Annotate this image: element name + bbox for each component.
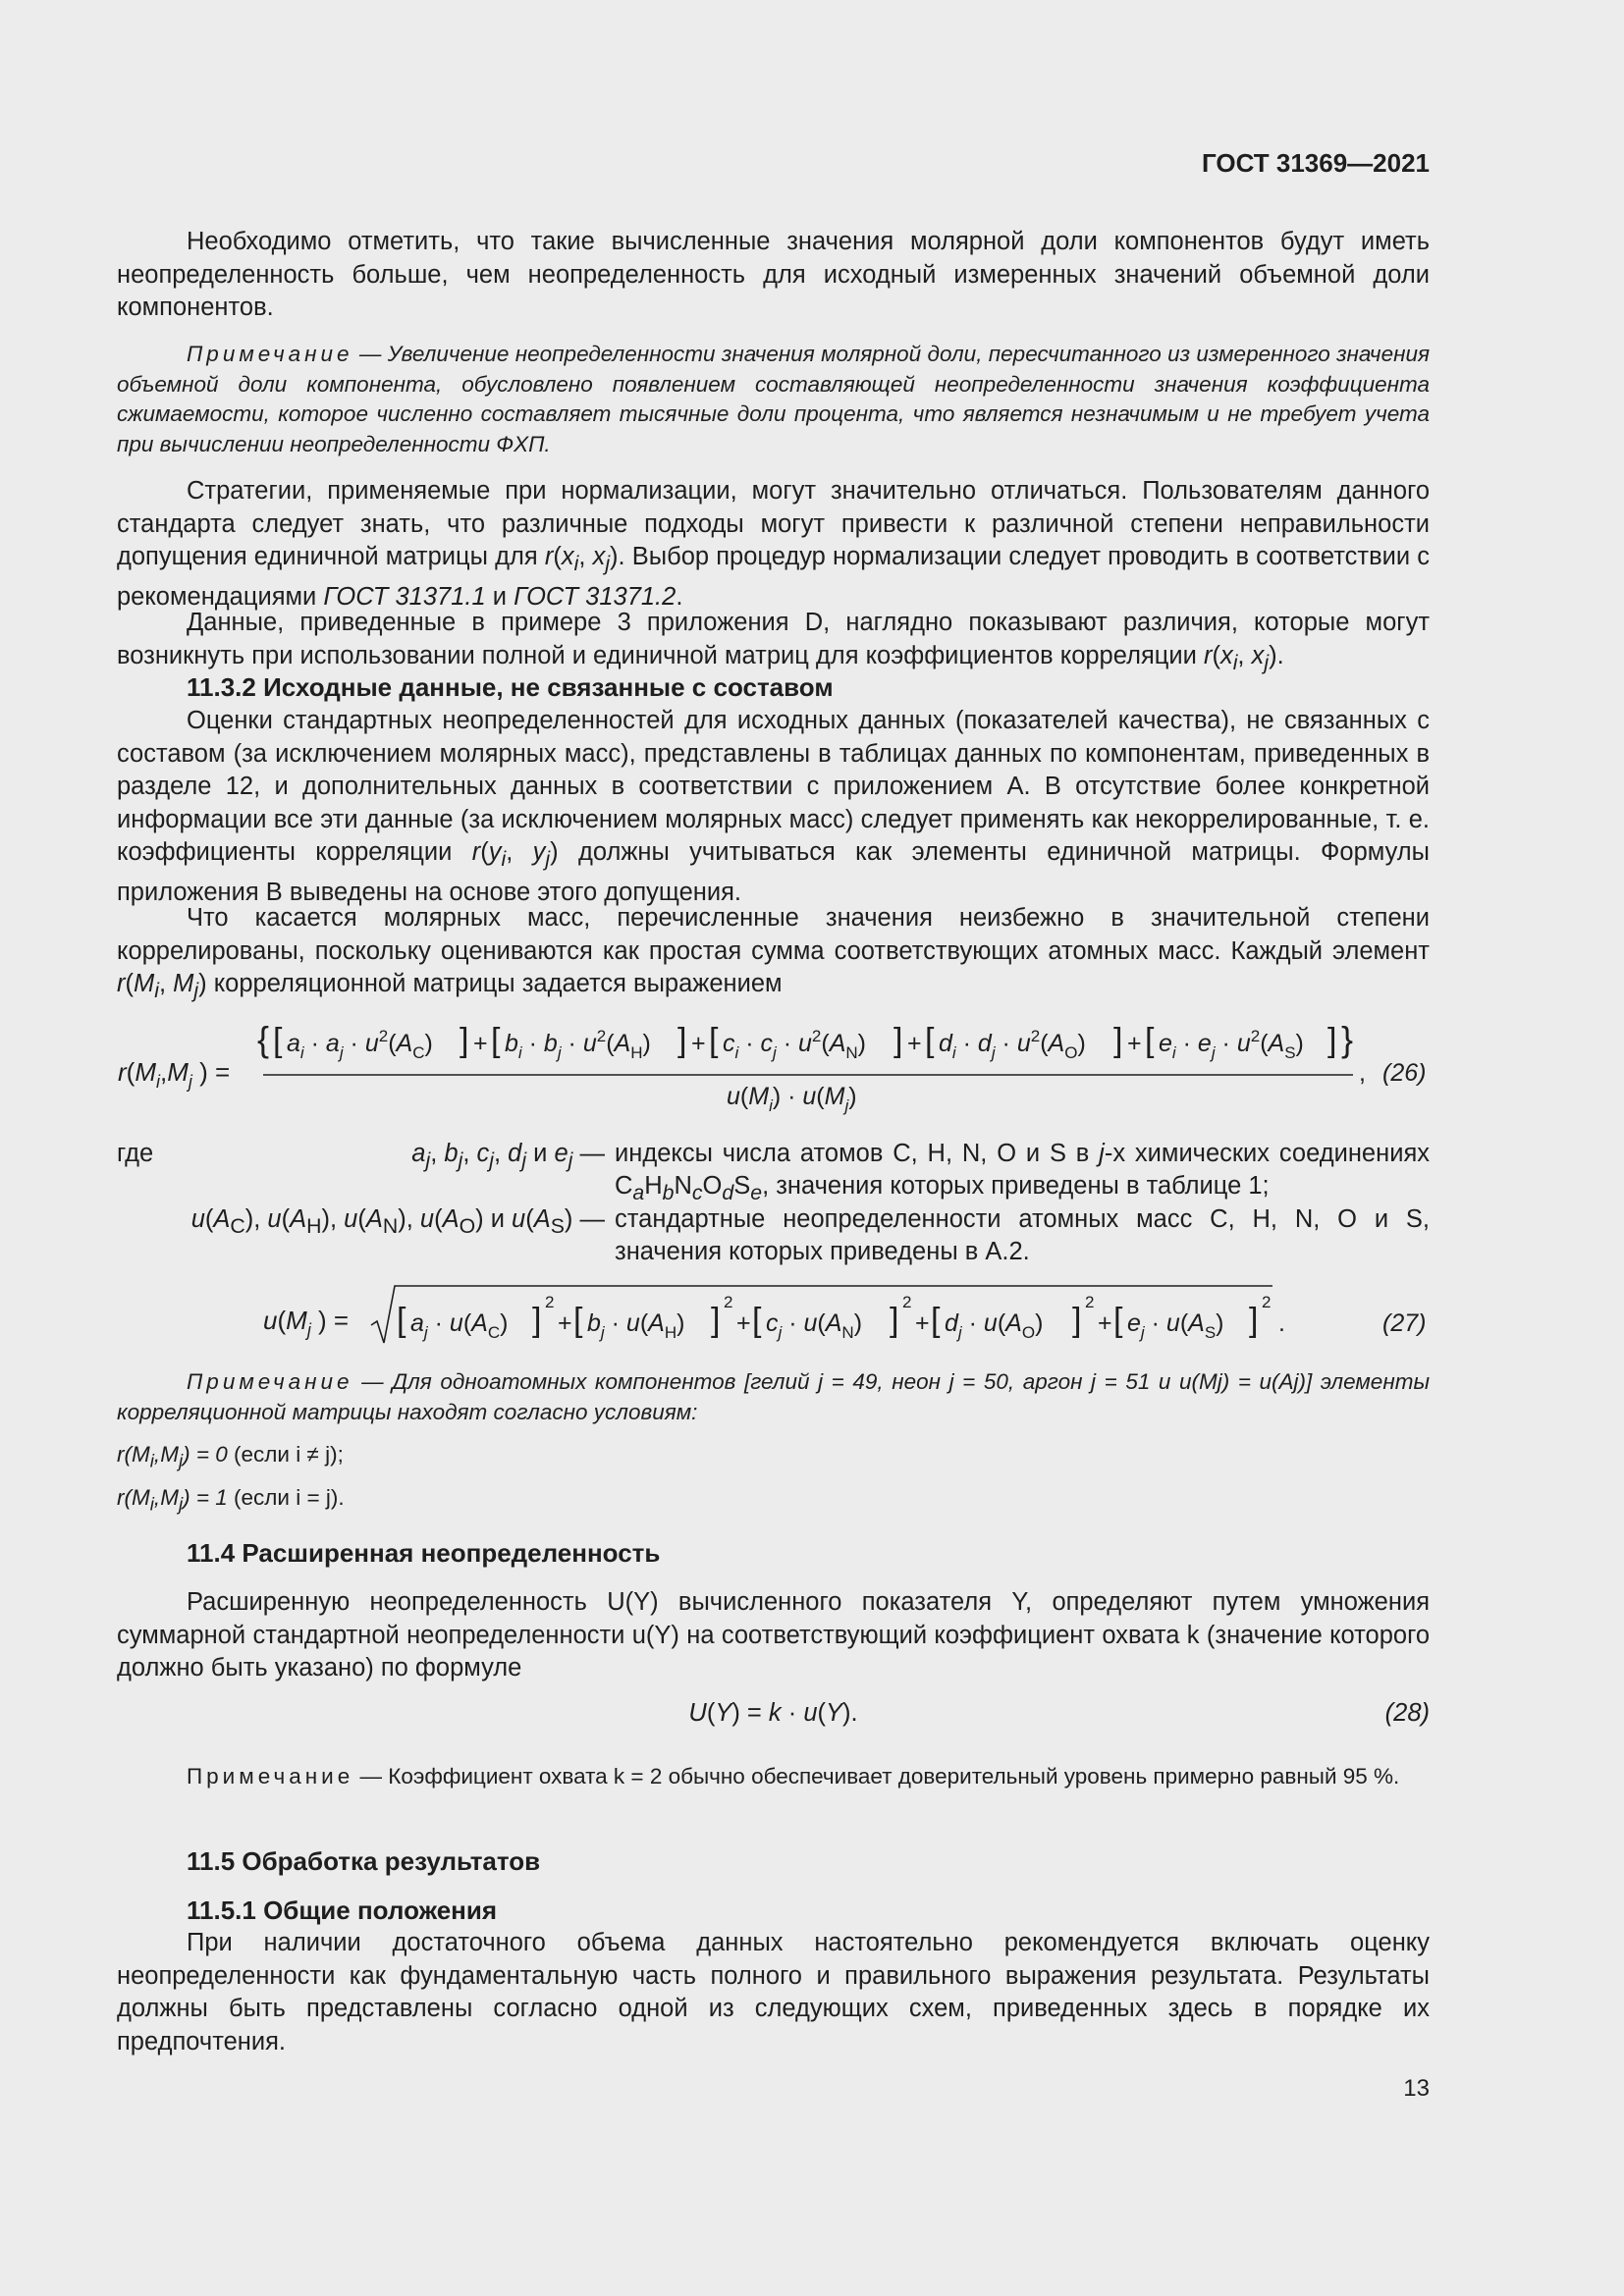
svg-text:]: ]: [890, 1302, 899, 1339]
note-text: — Увеличение неопределенности значения молярной доли, пересчитанного из измеренного значения объемной доли компонента, обусловлено появлением составляющей неопределенности значения коэффициента сжимаемости, которое численно составляет тысячные доли процента, что является незначимым и не требует учета при вычислении неопределенности ФХП.: [117, 342, 1430, 456]
equation-number: (27): [1382, 1309, 1427, 1337]
svg-text:+: +: [915, 1309, 930, 1337]
paragraph: Необходимо отметить, что такие вычисленные значения молярной доли компонентов будут иметь неопределенность больше, чем неопределенность для исходный измеренных значений объемной доли компонентов.: [117, 228, 1430, 321]
equation-number: (28): [1384, 1699, 1430, 1727]
svg-text:[: [: [491, 1022, 501, 1059]
svg-text:]: ]: [1113, 1022, 1123, 1059]
svg-text:dj · u(AO): $d_j \cdot u(A_O)$: [945, 1309, 1044, 1342]
note: [117, 340, 1430, 459]
definition-text: индексы числа атомов С, Н, N, О и S в j-х химических соединениях $C_aH_bN_cO_dS_e$, значения которых приведены в таблице 1;: [615, 1140, 1430, 1205]
svg-text:+: +: [691, 1030, 706, 1057]
svg-text:]: ]: [677, 1022, 687, 1059]
definition-term: $a_j$, $b_j$, $c_j$, $d_j$ и $e_j$ —: [411, 1140, 605, 1173]
note-label: Примечание: [187, 342, 353, 366]
note: [117, 1367, 1430, 1427]
definition-text: стандартные неопределенности атомных масс С, Н, N, О и S, значения которых приведены в А.2.: [615, 1205, 1430, 1265]
paragraph: Оценки стандартных неопределенностей для исходных данных (показателей качества), не связанных с составом (за исключением молярных масс), представлены в таблицах данных по компонентам, приведенных в разделе 12, и дополнительных данных в соответствии с приложением А. В отсутствие более конкретной информации все эти данные (за исключением молярных масс) следует применять как некоррелированные, т. е. коэффициенты корреляции $r(y_i$, $y_j$) должны учитываться как элементы единичной матрицы. Формулы приложения В выведены на основе этого допущения.: [117, 707, 1430, 906]
svg-text:2: 2: [902, 1293, 912, 1311]
svg-text:[: [: [573, 1302, 583, 1339]
paragraph: Данные, приведенные в примере 3 приложения D, наглядно показывают различия, которые могут возникнуть при использовании полной и единичной матриц для коэффициентов корреляции $r(x_i$, $x_j$).: [117, 609, 1430, 674]
svg-text:2: 2: [1262, 1293, 1272, 1311]
svg-text:.: .: [1278, 1309, 1285, 1337]
svg-text:2: 2: [1085, 1293, 1095, 1311]
svg-text:ej · u(AS): $e_j \cdot u(A_S)$: [1127, 1309, 1224, 1342]
page-number: 13: [1403, 2075, 1430, 2102]
svg-text:bj · u(AH): $b_j \cdot u(A_H)$: [587, 1309, 685, 1342]
section-heading: 11.3.2 Исходные данные, не связанные с составом: [187, 672, 834, 702]
paragraph: При наличии достаточного объема данных настоятельно рекомендуется включать оценку неопределенности как фундаментальную часть полного и правильного выражения результата. Результаты должны быть представлены согласно одной из следующих схем, приведенных здесь в порядке их предпочтения.: [117, 1929, 1430, 2056]
equation-number: (26): [1382, 1059, 1427, 1087]
definition-term: $u(A_C)$, $u(A_H)$, $u(A_N)$, $u(A_O)$ и $u(A_S)$ —: [190, 1205, 605, 1239]
svg-text:r(Mi,Mj ) =: $r(M_i,M_j$ ) =: [118, 1057, 231, 1092]
note-text: — Для одноатомных компонентов [гелий j = 49, неон j = 50, аргон j = 51 и u(Mj) = u(Aj)] элементы корреляционной матрицы находят согласно условиям:: [117, 1369, 1430, 1424]
svg-text:[: [: [273, 1022, 283, 1059]
section-heading: 11.4 Расширенная неопределенность: [187, 1538, 661, 1568]
svg-text:+: +: [1098, 1309, 1112, 1337]
note-text: — Коэффициент охвата k = 2 обычно обеспечивает доверительный уровень примерно равный 95 %.: [353, 1764, 1400, 1789]
equation-28: U(Y) = k · u(Y). (28): [117, 1697, 1430, 1730]
note-label: Примечание: [187, 1764, 354, 1789]
condition-line: $r(M_i,M_j) = 1$ (если i = j).: [117, 1485, 345, 1515]
svg-text:+: +: [558, 1309, 572, 1337]
svg-text:]: ]: [893, 1022, 903, 1059]
reference-link: ГОСТ 31371.2: [514, 582, 677, 611]
section-heading: 11.5.1 Общие положения: [187, 1896, 498, 1925]
svg-text:u(Mi) · u(Mj): $u(M_i) \cdot u(M_j)$: [727, 1083, 857, 1115]
paragraph: Стратегии, применяемые при нормализации, могут значительно отличаться. Пользователям данного стандарта следует знать, что различные подходы могут привести к различной степени неправильности допущения единичной матрицы для $r(x_i$, $x_j$). Выбор процедур нормализации следует проводить в соответствии с рекомендациями ГОСТ 31371.1 и ГОСТ 31371.2.: [117, 477, 1431, 611]
svg-text:[: [: [925, 1022, 935, 1059]
svg-text:bi · bj · u2(AH): $b_i \cdot b_j \cdot u^2(A_H)$: [505, 1027, 651, 1062]
svg-text:[: [: [397, 1302, 406, 1339]
svg-text:]: ]: [1072, 1302, 1082, 1339]
section-heading: 11.5 Обработка результатов: [187, 1846, 541, 1876]
note: [117, 1762, 1430, 1792]
svg-text:ai · aj · u2(AC): $a_i \cdot a_j \cdot u^2(A_C)$: [287, 1027, 433, 1062]
svg-text:]: ]: [1327, 1022, 1337, 1059]
svg-text:[: [: [709, 1022, 719, 1059]
svg-text:}: }: [1341, 1019, 1354, 1059]
svg-text:ci · cj · u2(AN): $c_i \cdot c_j \cdot u^2(A_N)$: [723, 1027, 866, 1062]
svg-text:]: ]: [711, 1302, 721, 1339]
svg-text:2: 2: [724, 1293, 733, 1311]
svg-text:+: +: [907, 1030, 922, 1057]
svg-text:cj · u(AN): $c_j \cdot u(A_N)$: [766, 1309, 863, 1342]
svg-text:]: ]: [532, 1302, 542, 1339]
svg-text:+: +: [1127, 1030, 1142, 1057]
svg-text:ei · ej · u2(AS): $e_i \cdot e_j \cdot u^2(A_S)$: [1159, 1027, 1304, 1062]
svg-text:aj · u(AC): $a_j \cdot u(A_C)$: [410, 1309, 509, 1342]
svg-text:[: [: [1145, 1022, 1155, 1059]
where-label: где: [117, 1140, 154, 1167]
svg-text:]: ]: [1249, 1302, 1259, 1339]
svg-text:+: +: [473, 1030, 488, 1057]
svg-text:[: [: [1113, 1302, 1123, 1339]
equation-27: [108, 1274, 1434, 1353]
svg-text:,: ,: [1359, 1059, 1366, 1087]
svg-text:di · dj · u2(AO): $d_i \cdot d_j \cdot u^2(A_O)$: [939, 1027, 1086, 1062]
note-label: Примечание: [187, 1369, 353, 1394]
paragraph: Расширенную неопределенность U(Y) вычисленного показателя Y, определяют путем умножения суммарной стандартной неопределенности u(Y) на соответствующий коэффициент охвата k (значение которого должно быть указано) по формуле: [117, 1588, 1430, 1682]
svg-text:[: [: [931, 1302, 941, 1339]
equation-26: [108, 1006, 1434, 1124]
svg-text:]: ]: [460, 1022, 469, 1059]
svg-text:u(Mj ) =: $u(M_j$ ) =: [263, 1306, 350, 1340]
condition-line: $r(M_i,M_j) = 0$ (если i ≠ j);: [117, 1442, 344, 1471]
paragraph: Что касается молярных масс, перечисленные значения неизбежно в значительной степени коррелированы, поскольку оцениваются как простая сумма соответствующих атомных масс. Каждый элемент $r(M_i$, $M_j$) корреляционной матрицы задается выражением: [117, 904, 1430, 1003]
svg-text:[: [: [752, 1302, 762, 1339]
reference-link: ГОСТ 31371.1: [323, 582, 486, 611]
svg-text:+: +: [736, 1309, 751, 1337]
svg-text:2: 2: [545, 1293, 555, 1311]
svg-text:{: {: [257, 1019, 270, 1059]
standard-header: ГОСТ 31369—2021: [1202, 148, 1430, 178]
